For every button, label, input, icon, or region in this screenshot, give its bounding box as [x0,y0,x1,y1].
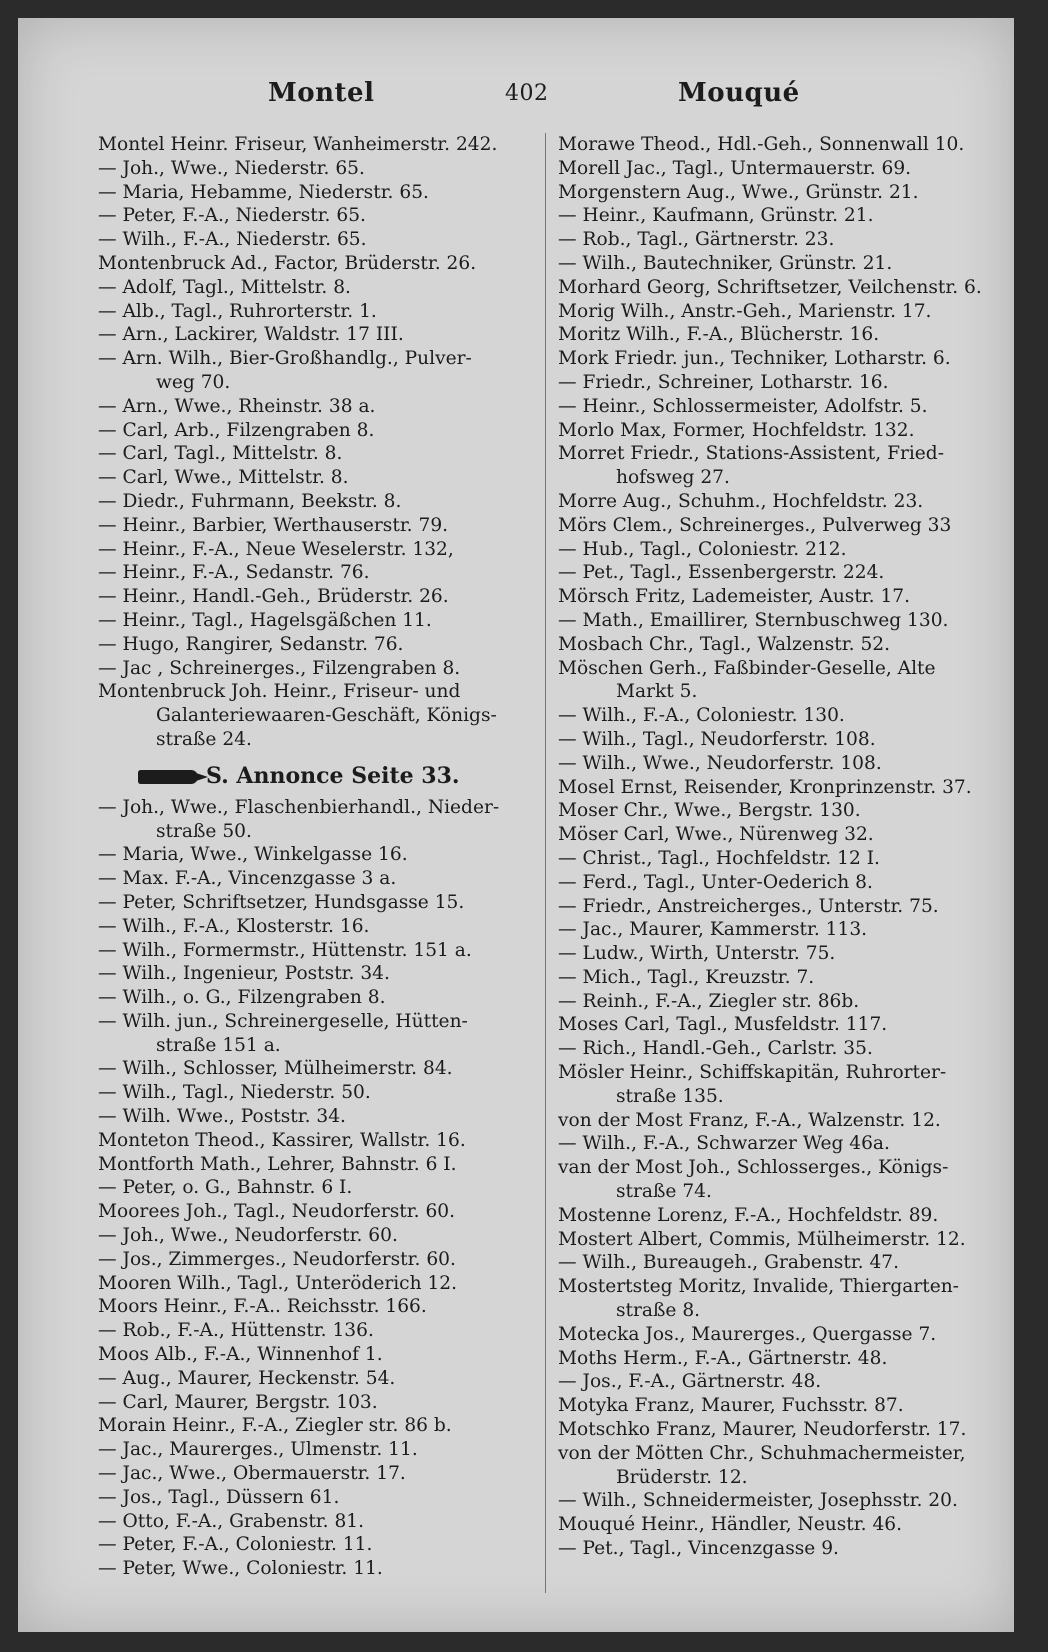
entry-text: — Joh., Wwe., Flaschenbierhandl., Nieder- [98,796,500,818]
entry-text: — Hub., Tagl., Coloniestr. 212. [558,538,847,560]
entry-text: — Wilh., Tagl., Neudorferstr. 108. [558,728,876,750]
directory-entry [558,371,1018,395]
directory-entry [558,1418,1018,1442]
entry-continuation: Markt 5. [616,681,698,703]
directory-entry [98,1176,528,1200]
entry-text: van der Most Joh., Schlosserges., Königs- [558,1157,949,1179]
entry-text: Morgenstern Aug., Wwe., Grünstr. 21. [558,181,919,203]
directory-entry [558,1013,1018,1037]
entry-text: — Pet., Tagl., Essenbergerstr. 224. [558,562,885,584]
entry-text: Montel Heinr. Friseur, Wanheimerstr. 242. [98,134,498,155]
pointing-hand-icon [138,770,198,784]
directory-entry [98,1272,528,1296]
directory-entry [98,466,528,490]
directory-entry [558,895,1018,919]
entry-text: — Hugo, Rangirer, Sedanstr. 76. [98,633,404,655]
directory-entry [98,395,528,419]
directory-entry [558,990,1018,1014]
entry-text: — Wilh., Bureaugeh., Grabenstr. 47. [558,1252,900,1274]
entry-text: S. Annonce Seite 33. [206,762,460,789]
entry-text: Morell Jac., Tagl., Untermauerstr. 69. [558,157,912,179]
directory-entry [98,843,528,867]
entry-text: Mosel Ernst, Reisender, Kronprinzenstr. 37. [558,776,972,798]
directory-entry [558,538,1018,562]
entry-text: Morre Aug., Schuhm., Hochfeldstr. 23. [558,490,924,512]
entry-text: — Maria, Hebamme, Niederstr. 65. [98,181,429,203]
entry-text: — Peter, o. G., Bahnstr. 6 I. [98,1177,353,1199]
entry-text: Montenbruck Joh. Heinr., Friseur- und [98,681,461,703]
entry-text: — Rob., F.-A., Hüttenstr. 136. [98,1320,374,1342]
header-left-catchword: Montel [268,78,375,108]
directory-entry [558,752,1018,776]
directory-entry [98,419,528,443]
directory-entry [558,799,1018,823]
entry-text: — Heinr., Kaufmann, Grünstr. 21. [558,205,874,227]
directory-entry [98,585,528,609]
entry-text: Mooren Wilh., Tagl., Unteröderich 12. [98,1272,458,1294]
directory-entry [558,133,1018,157]
directory-entry [98,1200,528,1224]
entry-text: — Max. F.-A., Vincenzgasse 3 a. [98,868,397,890]
entry-text: Montforth Math., Lehrer, Bahnstr. 6 I. [98,1153,457,1175]
entry-text: — Jac , Schreinerges., Filzengraben 8. [98,657,461,679]
directory-entry [98,680,528,751]
entry-text: — Alb., Tagl., Ruhrorterstr. 1. [98,300,377,322]
entry-text: — Heinr., Schlossermeister, Adolfstr. 5. [558,395,928,417]
entry-continuation: straße 151 a. [156,1034,281,1056]
entry-text: — Wilh., F.-A., Niederstr. 65. [98,229,367,251]
directory-entry [98,939,528,963]
directory-entry [98,915,528,939]
directory-entry [98,538,528,562]
entry-text: — Wilh., F.-A., Coloniestr. 130. [558,705,845,727]
entry-text: — Friedr., Anstreicherges., Unterstr. 75. [558,895,939,917]
directory-entry [558,847,1018,871]
directory-entry [558,419,1018,443]
entry-text: — Wilh., Schneidermeister, Josephsstr. 20. [558,1490,958,1512]
directory-entry [98,300,528,324]
directory-entry [98,133,528,157]
entry-text: — Heinr., F.-A., Neue Weselerstr. 132, [98,538,454,560]
directory-entry [558,1347,1018,1371]
entry-text: — Peter, Wwe., Coloniestr. 11. [98,1558,383,1580]
entry-text: — Wilh., Wwe., Neudorferstr. 108. [558,752,882,774]
directory-entry [98,1510,528,1534]
directory-entry [98,1081,528,1105]
entry-continuation: weg 70. [156,371,231,393]
directory-entry [98,204,528,228]
entry-text: Moritz Wilh., F.-A., Blücherstr. 16. [558,324,880,346]
directory-entry [98,962,528,986]
directory-entry [98,228,528,252]
entry-text: Mostertsteg Moritz, Invalide, Thiergarten- [558,1276,959,1298]
entry-text: Moos Alb., F.-A., Winnenhof 1. [98,1344,383,1366]
entry-text: Mosbach Chr., Tagl., Walzenstr. 52. [558,633,891,655]
entry-text: — Heinr., Handl.-Geh., Brüderstr. 26. [98,586,449,608]
entry-continuation: straße 50. [156,820,252,842]
directory-entry [98,323,528,347]
entry-text: — Wilh., F.-A., Schwarzer Weg 46a. [558,1133,890,1155]
directory-entry [98,1391,528,1415]
directory-entry [558,181,1018,205]
entry-text: — Jos., F.-A., Gärtnerstr. 48. [558,1371,822,1393]
column-divider [545,133,546,1593]
directory-entry [558,1513,1018,1537]
entry-text: — Joh., Wwe., Niederstr. 65. [98,157,365,179]
directory-entry [98,1557,528,1581]
entry-text: — Aug., Maurer, Heckenstr. 54. [98,1367,396,1389]
directory-entry [558,300,1018,324]
entry-text: Monteton Theod., Kassirer, Wallstr. 16. [98,1129,466,1151]
entry-text: — Carl, Maurer, Bergstr. 103. [98,1391,378,1413]
directory-entry [98,1319,528,1343]
directory-entry [98,181,528,205]
directory-entry [558,1228,1018,1252]
directory-entry [98,561,528,585]
directory-entry [98,891,528,915]
entry-text: — Wilh., F.-A., Klosterstr. 16. [98,915,370,937]
entry-text: — Ludw., Wirth, Unterstr. 75. [558,943,836,965]
directory-entry [558,918,1018,942]
directory-entry [558,966,1018,990]
directory-entry [558,323,1018,347]
directory-entry [98,490,528,514]
entry-text: von der Most Franz, F.-A., Walzenstr. 12. [558,1109,941,1131]
directory-entry [98,1343,528,1367]
entry-text: Motyka Franz, Maurer, Fuchsstr. 87. [558,1395,904,1417]
entry-continuation: Galanteriewaaren-Geschäft, Königs- [156,705,497,727]
directory-entry [98,1224,528,1248]
entry-text: Mörsch Fritz, Lademeister, Austr. 17. [558,586,911,608]
directory-entry [98,1129,528,1153]
entry-text: — Math., Emaillirer, Sternbuschweg 130. [558,609,949,631]
directory-entry [98,1462,528,1486]
directory-entry [558,442,1018,490]
directory-entry [558,228,1018,252]
directory-entry [558,1132,1018,1156]
entry-text: — Wilh. Wwe., Poststr. 34. [98,1106,346,1128]
entry-text: — Wilh. jun., Schreinergeselle, Hütten- [98,1010,468,1032]
directory-entry [98,442,528,466]
entry-text: Morig Wilh., Anstr.-Geh., Marienstr. 17. [558,300,932,322]
entry-continuation: straße 74. [616,1181,712,1203]
entry-text: Motschko Franz, Maurer, Neudorferstr. 17. [558,1419,967,1441]
directory-entry [558,585,1018,609]
directory-entry [98,796,528,844]
page-header [18,78,1014,118]
entry-text: Mostenne Lorenz, F.-A., Hochfeldstr. 89. [558,1204,939,1226]
entry-text: — Ferd., Tagl., Unter-Oederich 8. [558,871,873,893]
entry-text: — Otto, F.-A., Grabenstr. 81. [98,1510,365,1532]
directory-entry [558,1275,1018,1323]
directory-entry [558,561,1018,585]
directory-entry [558,1323,1018,1347]
entry-text: — Reinh., F.-A., Ziegler str. 86b. [558,990,860,1012]
entry-text: — Christ., Tagl., Hochfeldstr. 12 I. [558,847,880,869]
entry-text: — Arn. Wilh., Bier-Großhandlg., Pulver- [98,348,472,370]
directory-entry [98,276,528,300]
entry-text: — Heinr., Barbier, Werthauserstr. 79. [98,514,449,536]
page-number: 402 [505,81,549,106]
directory-entry [98,986,528,1010]
entry-text: Motecka Jos., Maurerges., Quergasse 7. [558,1323,937,1345]
directory-entry [558,1204,1018,1228]
directory-entry [98,867,528,891]
entry-text: Mörs Clem., Schreinerges., Pulverweg 33 [558,514,952,536]
directory-entry [98,1010,528,1058]
entry-text: — Rob., Tagl., Gärtnerstr. 23. [558,229,835,251]
entry-text: — Wilh., Bautechniker, Grünstr. 21. [558,252,893,274]
entry-text: — Wilh., Ingenieur, Poststr. 34. [98,963,390,985]
directory-entry [558,1489,1018,1513]
entry-text: — Wilh., Formermstr., Hüttenstr. 151 a. [98,939,472,961]
entry-text: Morlo Max, Former, Hochfeldstr. 132. [558,419,915,441]
entry-text: Moors Heinr., F.-A.. Reichsstr. 166. [98,1296,427,1318]
directory-entry [98,657,528,681]
directory-entry [98,633,528,657]
entry-text: Mouqué Heinr., Händler, Neustr. 46. [558,1514,903,1536]
entry-text: — Peter, F.-A., Coloniestr. 11. [98,1534,373,1556]
left-column [98,133,528,1581]
directory-entry [558,776,1018,800]
entry-continuation: straße 135. [616,1085,724,1107]
directory-entry [558,1537,1018,1561]
directory-entry [558,728,1018,752]
directory-entry [558,252,1018,276]
entry-text: — Joh., Wwe., Neudorferstr. 60. [98,1225,398,1247]
entry-text: Mösler Heinr., Schiffskapitän, Ruhrorter- [558,1062,947,1084]
entry-text: Morhard Georg, Schriftsetzer, Veilchenstr. 6. [558,276,982,298]
entry-text: — Peter, F.-A., Niederstr. 65. [98,205,366,227]
entry-text: — Jac., Wwe., Obermauerstr. 17. [98,1463,406,1485]
entry-text: — Jac., Maurer, Kammerstr. 113. [558,919,868,941]
directory-entry [558,657,1018,705]
entry-text: — Jos., Zimmerges., Neudorferstr. 60. [98,1248,456,1270]
directory-entry [98,347,528,395]
directory-entry [98,1105,528,1129]
directory-entry [558,276,1018,300]
entry-continuation: straße 8. [616,1300,701,1322]
directory-entry [98,514,528,538]
entry-text: Moses Carl, Tagl., Musfeldstr. 117. [558,1014,888,1036]
directory-entry [558,1370,1018,1394]
directory-entry [98,1438,528,1462]
entry-text: Montenbruck Ad., Factor, Brüderstr. 26. [98,252,477,274]
directory-entry [98,1153,528,1177]
directory-entry [558,490,1018,514]
directory-entry [98,1248,528,1272]
header-right-catchword: Mouqué [678,78,800,108]
entry-text: — Diedr., Fuhrmann, Beekstr. 8. [98,490,402,512]
directory-entry [558,942,1018,966]
entry-continuation: hofsweg 27. [616,467,730,489]
entry-text: — Mich., Tagl., Kreuzstr. 7. [558,966,815,988]
entry-text: — Carl, Arb., Filzengraben 8. [98,419,375,441]
entry-text: — Adolf, Tagl., Mittelstr. 8. [98,276,351,298]
entry-text: Möschen Gerh., Faßbinder-Geselle, Alte [558,657,936,679]
directory-entry [98,1295,528,1319]
directory-entry [98,1414,528,1438]
entry-text: — Rich., Handl.-Geh., Carlstr. 35. [558,1038,873,1060]
directory-entry [98,252,528,276]
directory-entry [558,609,1018,633]
entry-text: Moths Herm., F.-A., Gärtnerstr. 48. [558,1347,888,1369]
entry-text: — Jos., Tagl., Düssern 61. [98,1486,340,1508]
entry-text: Mostert Albert, Commis, Mülheimerstr. 12. [558,1228,966,1250]
entry-continuation: Brüderstr. 12. [616,1466,748,1488]
entry-continuation: straße 24. [156,728,252,750]
directory-entry [558,347,1018,371]
directory-entry [558,633,1018,657]
right-column [558,133,1018,1561]
directory-entry [558,1394,1018,1418]
entry-text: — Wilh., Tagl., Niederstr. 50. [98,1082,371,1104]
entry-text: Morawe Theod., Hdl.-Geh., Sonnenwall 10. [558,134,965,155]
directory-entry [558,157,1018,181]
entry-text: Mork Friedr. jun., Techniker, Lotharstr. 6. [558,348,951,370]
entry-text: — Carl, Tagl., Mittelstr. 8. [98,443,343,465]
entry-text: Moorees Joh., Tagl., Neudorferstr. 60. [98,1201,456,1223]
directory-entry [98,1367,528,1391]
directory-entry [558,514,1018,538]
entry-text: — Peter, Schriftsetzer, Hundsgasse 15. [98,891,465,913]
entry-text: Moser Chr., Wwe., Bergstr. 130. [558,800,861,822]
entry-text: Morain Heinr., F.-A., Ziegler str. 86 b. [98,1415,452,1437]
entry-text: Möser Carl, Wwe., Nürenweg 32. [558,824,874,846]
entry-text: — Wilh., o. G., Filzengraben 8. [98,987,386,1009]
directory-entry [558,1251,1018,1275]
directory-entry [558,1156,1018,1204]
directory-entry [98,1533,528,1557]
advertisement-reference [98,762,528,790]
directory-entry [558,1109,1018,1133]
directory-entry [98,157,528,181]
directory-entry [558,395,1018,419]
entry-text: — Friedr., Schreiner, Lotharstr. 16. [558,371,889,393]
directory-entry [558,823,1018,847]
entry-text: — Heinr., Tagl., Hagelsgäßchen 11. [98,609,432,631]
directory-entry [98,1057,528,1081]
directory-page [18,18,1014,1632]
entry-text: — Heinr., F.-A., Sedanstr. 76. [98,562,370,584]
entry-text: — Pet., Tagl., Vincenzgasse 9. [558,1538,839,1560]
entry-text: — Arn., Lackirer, Waldstr. 17 III. [98,324,404,346]
entry-text: — Arn., Wwe., Rheinstr. 38 a. [98,395,376,417]
directory-entry [558,1037,1018,1061]
entry-text: von der Mötten Chr., Schuhmachermeister, [558,1442,966,1464]
entry-text: — Maria, Wwe., Winkelgasse 16. [98,844,408,866]
entry-text: — Carl, Wwe., Mittelstr. 8. [98,467,349,489]
entry-text: Morret Friedr., Stations-Assistent, Fried- [558,443,944,465]
directory-entry [558,871,1018,895]
directory-entry [98,1486,528,1510]
directory-entry [558,1061,1018,1109]
directory-entry [558,204,1018,228]
directory-entry [558,704,1018,728]
entry-text: — Jac., Maurerges., Ulmenstr. 11. [98,1439,418,1461]
directory-entry [98,609,528,633]
directory-entry [558,1442,1018,1490]
entry-text: — Wilh., Schlosser, Mülheimerstr. 84. [98,1058,453,1080]
